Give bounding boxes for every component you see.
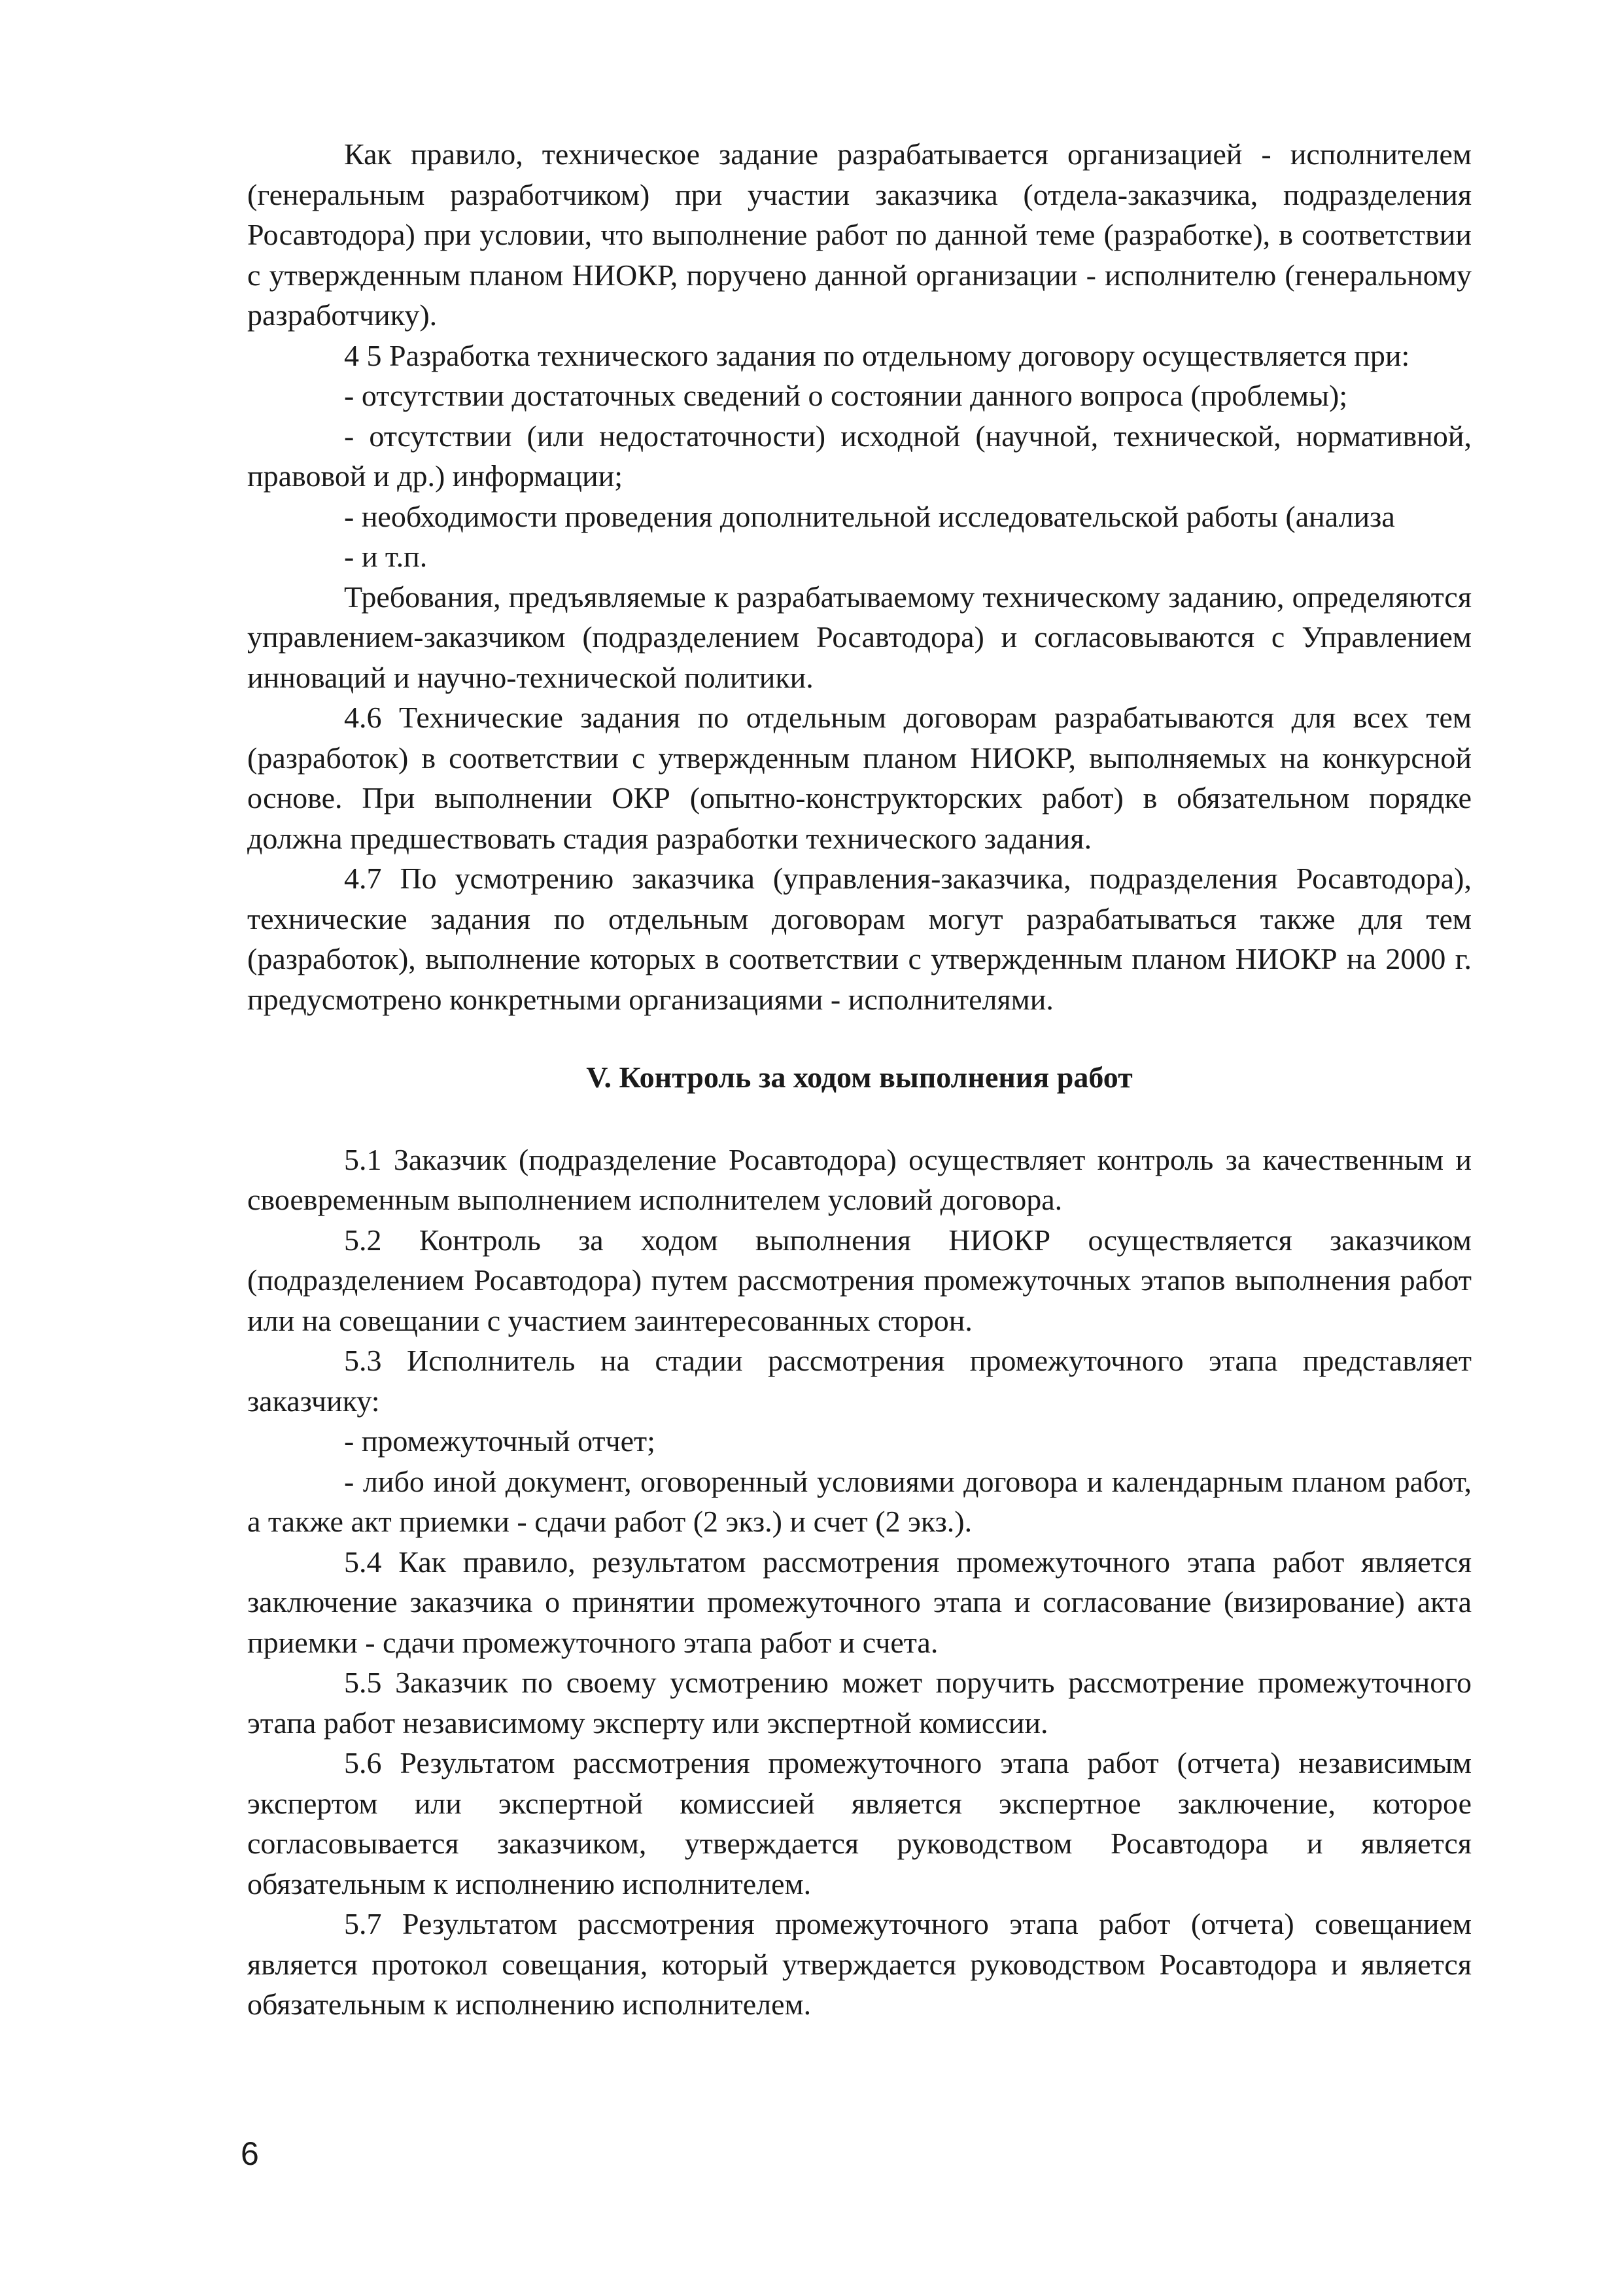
paragraph-5-5: 5.5 Заказчик по своему усмотрению может поручить рассмотрение промежуточного этапа работ независимому эксперту или экспертной комиссии. (247, 1666, 1472, 1740)
list-item-4-5-1: - отсутствии достаточных сведений о состоянии данного вопроса (проблемы); (344, 379, 1348, 412)
paragraph-5-7: 5.7 Результатом рассмотрения промежуточного этапа работ (отчета) совещанием является протокол совещания, который утверждается руководством Росавтодора и является обязательным к исполнению исполнителем. (247, 1907, 1472, 2021)
paragraph-5-4: 5.4 Как правило, результатом рассмотрения промежуточного этапа работ является заключение заказчика о принятии промежуточного этапа и согласование (визирование) акта приемки - сдачи промежуточного этапа работ и счета. (247, 1545, 1472, 1659)
paragraph-5-3: 5.3 Исполнитель на стадии рассмотрения промежуточного этапа представляет заказчику: (247, 1344, 1472, 1418)
paragraph-requirements: Требования, предъявляемые к разрабатываемому техническому заданию, определяются управлением-заказчиком (подразделением Росавтодора) и согласовываются с Управлением инноваций и научно-технической политики. (247, 580, 1472, 694)
paragraph-5-1: 5.1 Заказчик (подразделение Росавтодора) осуществляет контроль за качественным и своевременным выполнением исполнителем условий договора. (247, 1142, 1472, 1216)
paragraph-4-7: 4.7 По усмотрению заказчика (управления-заказчика, подразделения Росавтодора), технические задания по отдельным договорам могут разрабатываться также для тем (разработок), выполнение которых в соответствии с утвержденным планом НИОКР на 2000 г. предусмотрено конкретными организациями - исполнителями. (247, 862, 1472, 1016)
list-item-4-5-3: - необходимости проведения дополнительной исследовательской работы (анализа (344, 499, 1395, 533)
paragraph-4-5: 4 5 Разработка технического задания по отдельному договору осуществляется при: (344, 338, 1410, 372)
list-item-5-3-2: - либо иной документ, оговоренный условиями договора и календарным планом работ, а также акт приемки - сдачи работ (2 экз.) и счет (2 экз.). (247, 1464, 1472, 1538)
document-page (247, 134, 1472, 2025)
list-item-4-5-4: - и т.п. (344, 540, 428, 573)
paragraph-intro: Как правило, техническое задание разрабатывается организацией - исполнителем (генеральным разработчиком) при участии заказчика (отдела-заказчика, подразделения Росавтодора) при условии, что выполнение работ по данной теме (разработке), в соответствии с утвержденным планом НИОКР, поручено данной организации - исполнителю (генеральному разработчику). (247, 137, 1472, 332)
list-item-5-3-1: - промежуточный отчет; (344, 1424, 655, 1458)
list-item-4-5-2: - отсутствии (или недостаточности) исходной (научной, технической, нормативной, правовой и др.) информации; (247, 419, 1472, 493)
paragraph-5-6: 5.6 Результатом рассмотрения промежуточного этапа работ (отчета) независимым экспертом или экспертной комиссией является экспертное заключение, которое согласовывается заказчиком, утверждается руководством Росавтодора и является обязательным к исполнению исполнителем. (247, 1746, 1472, 1901)
page-number: 6 (241, 2135, 259, 2172)
section-heading: V. Контроль за ходом выполнения работ (586, 1060, 1133, 1094)
paragraph-5-2: 5.2 Контроль за ходом выполнения НИОКР осуществляется заказчиком (подразделением Росавтодора) путем рассмотрения промежуточных этапов выполнения работ или на совещании с участием заинтересованных сторон. (247, 1223, 1472, 1337)
paragraph-4-6: 4.6 Технические задания по отдельным договорам разрабатываются для всех тем (разработок) в соответствии с утвержденным планом НИОКР, выполняемых на конкурсной основе. При выполнении ОКР (опытно-конструкторских работ) в обязательном порядке должна предшествовать стадия разработки технического задания. (247, 701, 1472, 855)
